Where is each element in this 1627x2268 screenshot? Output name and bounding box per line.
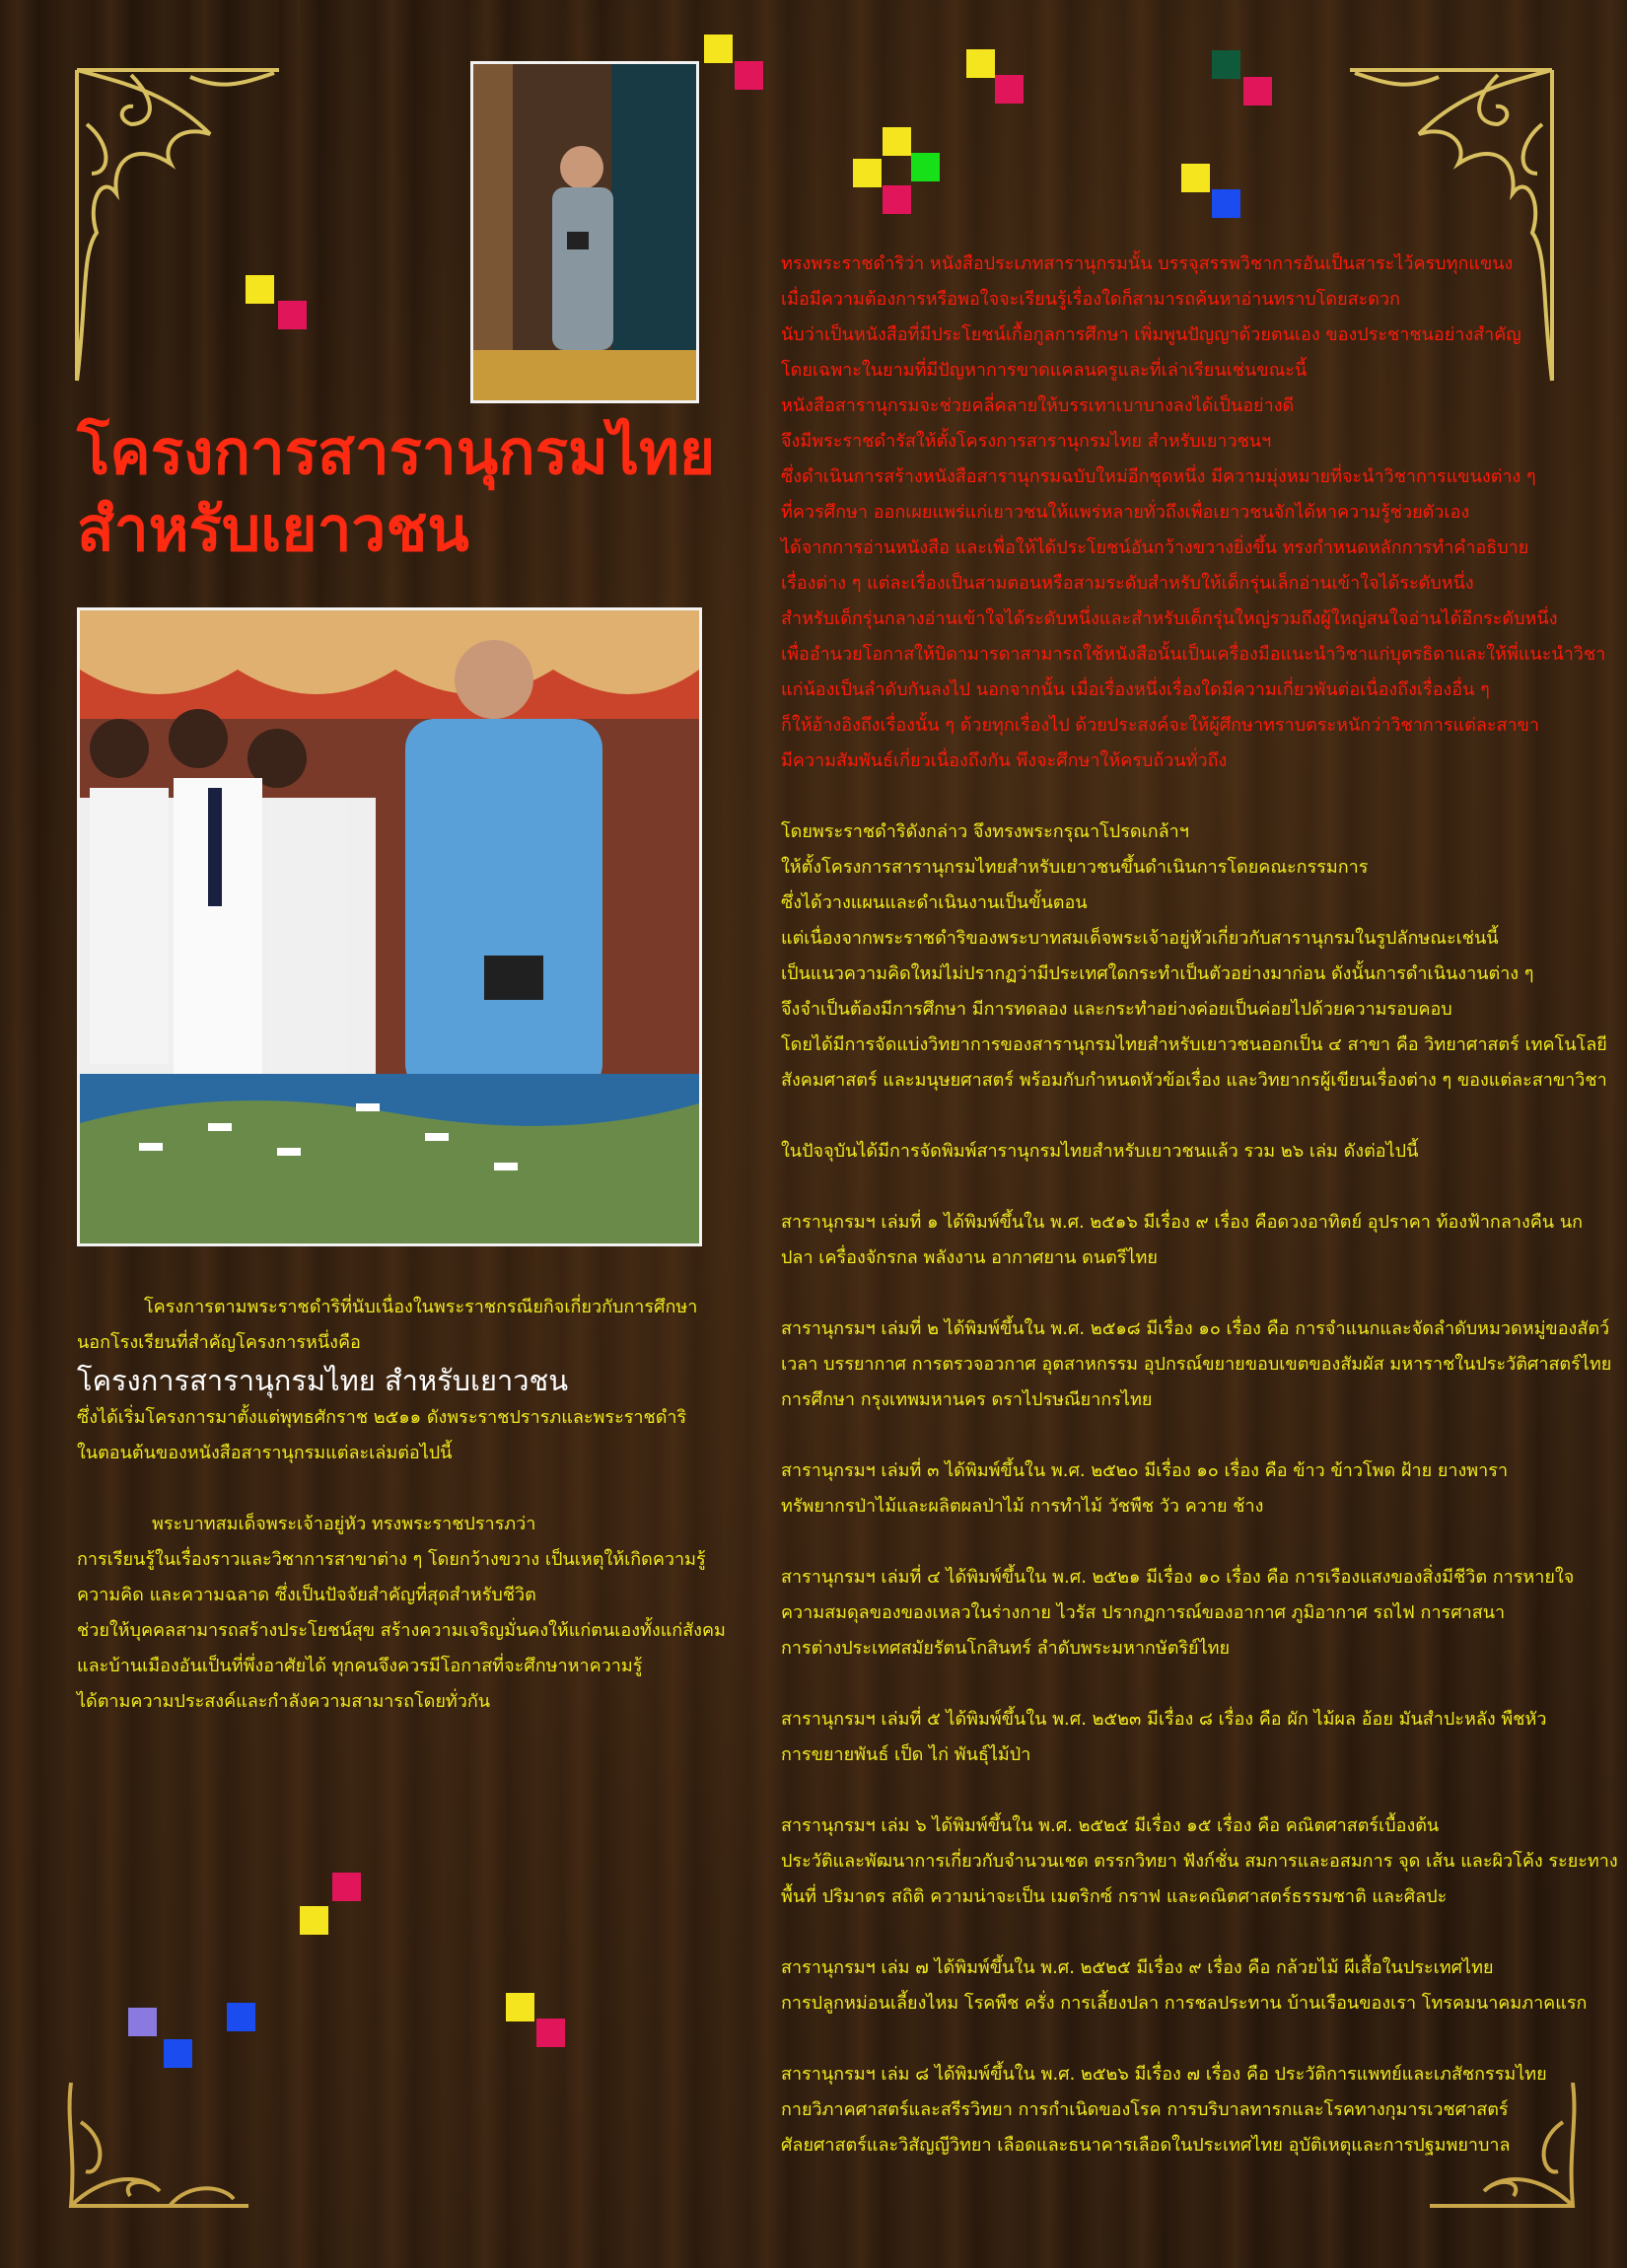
- volume-line: ประวัติและพัฒนาการเกี่ยวกับจำนวนเชต ตรรกวิทยา ฟังก์ชั่น สมการและอสมการ จุด เส้น และผิวโค้ง ระยะทาง: [781, 1851, 1618, 1872]
- volume-line: การขยายพันธ์ เป็ด ไก่ พันธุ์ไม้ป่า: [781, 1744, 1031, 1765]
- volume-line: สารานุกรมฯ เล่มที่ ๒ ได้พิมพ์ขึ้นใน พ.ศ. ๒๕๑๘ มีเรื่อง ๑๐ เรื่อง คือ การจำแนกและจัดลำดับหมวดหมู่ของสัตว์: [781, 1318, 1610, 1339]
- page-title-line1: โครงการสารานุกรมไทย: [77, 416, 716, 488]
- volume-line: ปลา เครื่องจักรกล พลังงาน อากาศยาน ดนตรีไทย: [781, 1247, 1158, 1268]
- corner-ornament-top-left: [72, 65, 284, 386]
- quote-line: ความคิด และความฉลาด ซึ่งเป็นปัจจัยสำคัญที่สุดสำหรับชีวิต: [77, 1585, 536, 1605]
- quote-line: และบ้านเมืองอันเป็นที่พึ่งอาศัยได้ ทุกคนจึงควรมีโอกาสที่จะศึกษาหาความรู้: [77, 1656, 643, 1676]
- quote-line: พระบาทสมเด็จพระเจ้าอยู่หัว ทรงพระราชปรารภว่า: [152, 1514, 536, 1534]
- red-text-line: นับว่าเป็นหนังสือที่มีประโยชน์เกื้อกูลการศึกษา เพิ่มพูนปัญญาด้วยตนเอง ของประชาชนอย่างสำคัญ: [781, 324, 1521, 345]
- decor-square: [1181, 164, 1210, 192]
- volume-entry: [781, 1311, 1612, 1418]
- decor-square: [853, 159, 882, 187]
- volume-entry: [781, 1702, 1599, 1773]
- volume-line: สารานุกรมฯ เล่มที่ ๑ ได้พิมพ์ขึ้นใน พ.ศ. ๒๕๑๖ มีเรื่อง ๙ เรื่อง คือดวงอาทิตย์ อุปราคา ท้องฟ้ากลางคืน นก: [781, 1212, 1584, 1233]
- yellow-text-line: โดยได้มีการจัดแบ่งวิทยาการของสารานุกรมไทยสำหรับเยาวชนออกเป็น ๔ สาขา คือ วิทยาศาสตร์ เทคโนโลยี: [781, 1034, 1607, 1055]
- red-text-line: เพื่ออำนวยโอกาสให้บิดามารดาสามารถใช้หนังสือนั้นเป็นเครื่องมือแนะนำวิชาแก่บุตรธิดาและให้พี่แนะนำวิชา: [781, 644, 1606, 665]
- volume-entry: [781, 2057, 1599, 2163]
- decor-square: [164, 2039, 192, 2068]
- decor-square: [332, 1873, 361, 1901]
- left-column-text: [77, 1290, 726, 1720]
- project-paragraph: [781, 815, 1607, 1099]
- decor-square: [1243, 77, 1272, 106]
- volume-line: ทรัพยากรป่าไม้และผลิตผลป่าไม้ การทำไม้ วัชพืช วัว ควาย ช้าง: [781, 1496, 1264, 1517]
- volume-line: สารานุกรมฯ เล่มที่ ๔ ได้พิมพ์ขึ้นใน พ.ศ. ๒๕๒๑ มีเรื่อง ๑๐ เรื่อง คือ การเรืองแสงของสิ่งมีชีวิต การหายใจ: [781, 1567, 1575, 1588]
- summary-line: ในปัจจุบันได้มีการจัดพิมพ์สารานุกรมไทยสำหรับเยาวชนแล้ว รวม ๒๖ เล่ม ดังต่อไปนี้: [781, 1141, 1419, 1162]
- volume-line: สารานุกรมฯ เล่ม ๗ ได้พิมพ์ขึ้นใน พ.ศ. ๒๕๒๕ มีเรื่อง ๙ เรื่อง คือ กล้วยไม้ ผีเสื้อในประเทศไทย: [781, 1957, 1494, 1978]
- yellow-text-line: ซึ่งได้วางแผนและดำเนินงานเป็นขั้นตอน: [781, 892, 1088, 913]
- volume-line: สารานุกรมฯ เล่มที่ ๕ ได้พิมพ์ขึ้นใน พ.ศ. ๒๕๒๓ มีเรื่อง ๘ เรื่อง คือ ผัก ไม้ผล อ้อย มันสำปะหลัง พืชหัว: [781, 1709, 1547, 1730]
- decor-square: [995, 75, 1024, 104]
- decor-square: [227, 2003, 255, 2031]
- yellow-text-line: แต่เนื่องจากพระราชดำริของพระบาทสมเด็จพระเจ้าอยู่หัวเกี่ยวกับสารานุกรมในรูปลักษณะเช่นนี้: [781, 928, 1499, 949]
- red-text-line: ทรงพระราชดำริว่า หนังสือประเภทสารานุกรมนั้น บรรจุสรรพวิชาการอันเป็นสาระไว้ครบทุกแขนง: [781, 253, 1514, 274]
- decor-square: [1212, 189, 1240, 218]
- decor-square: [506, 1993, 534, 2021]
- volume-line: การปลูกหม่อนเลี้ยงไหม โรคพืช ครั่ง การเลี้ยงปลา การชลประทาน บ้านเรือนของเรา โทรคมนาคมภาคแรก: [781, 1993, 1588, 2014]
- quote-line: ได้ตามความประสงค์และกำลังความสามารถโดยทั่วกัน: [77, 1691, 491, 1712]
- volume-line: การต่างประเทศสมัยรัตนโกสินทร์ ลำดับพระมหากษัตริย์ไทย: [781, 1638, 1231, 1659]
- red-text-line: ที่ควรศึกษา ออกเผยแพร่แก่เยาวชนให้แพร่หลายทั่วถึงเพื่อเยาวชนจักได้หาความรู้ช่วยตัวเอง: [781, 502, 1470, 523]
- decor-square: [966, 49, 995, 78]
- yellow-text-line: เป็นแนวความคิดใหม่ไม่ปรากฏว่ามีประเทศใดกระทำเป็นตัวอย่างมาก่อน ดังนั้นการดำเนินงานต่าง ๆ: [781, 963, 1534, 984]
- decor-square: [911, 153, 940, 181]
- decor-square: [883, 185, 911, 214]
- red-text-line: ได้จากการอ่านหนังสือ และเพื่อให้ได้ประโยชน์อันกว้างขวางยิ่งขึ้น ทรงกำหนดหลักการทำคำอธิบาย: [781, 537, 1529, 558]
- decor-square: [704, 35, 733, 63]
- volume-line: พื้นที่ ปริมาตร สถิติ ความน่าจะเป็น เมตริกซ์ กราฟ และคณิตศาสตร์ธรรมชาติ และศิลปะ: [781, 1886, 1448, 1907]
- volume-line: สารานุกรมฯ เล่ม ๘ ได้พิมพ์ขึ้นใน พ.ศ. ๒๕๒๖ มีเรื่อง ๗ เรื่อง คือ ประวัติการแพทย์และเภสัชกรรมไทย: [781, 2064, 1547, 2085]
- red-text-line: แก่น้องเป็นลำดับกันลงไป นอกจากนั้น เมื่อเรื่องหนึ่งเรื่องใดมีความเกี่ยวพันต่อเนื่องถึงเรื่องอื่น ๆ: [781, 679, 1490, 700]
- volume-list: [781, 1205, 1618, 2163]
- summary-paragraph: [781, 1134, 1599, 1169]
- decor-square: [300, 1906, 328, 1935]
- right-column-text: [781, 247, 1618, 2199]
- volume-line: การศึกษา กรุงเทพมหานคร ดราไปรษณียากรไทย: [781, 1389, 1153, 1410]
- quote-line: ช่วยให้บุคคลสามารถสร้างประโยชน์สุข สร้างความเจริญมั่นคงให้แก่ตนเองทั้งแก่สังคม: [77, 1620, 726, 1641]
- red-text-line: หนังสือสารานุกรมจะช่วยคลี่คลายให้บรรเทาเบาบางลงได้เป็นอย่างดี: [781, 395, 1295, 416]
- page-title: [77, 414, 715, 568]
- volume-line: สารานุกรมฯ เล่มที่ ๓ ได้พิมพ์ขึ้นใน พ.ศ. ๒๕๒๐ มีเรื่อง ๑๐ เรื่อง คือ ข้าว ข้าวโพด ฝ้าย ยางพารา: [781, 1460, 1509, 1481]
- intro-line: ซึ่งได้เริ่มโครงการมาตั้งแต่พุทธศักราช ๒๕๑๑ ดังพระราชปรารภและพระราชดำริ: [77, 1407, 687, 1428]
- volume-line: สารานุกรมฯ เล่ม ๖ ได้พิมพ์ขึ้นใน พ.ศ. ๒๕๒๕ มีเรื่อง ๑๕ เรื่อง คือ คณิตศาสตร์เบื้องต้น: [781, 1815, 1440, 1836]
- decor-square: [883, 127, 911, 156]
- corner-ornament-bottom-left: [61, 2083, 253, 2216]
- volume-line: ความสมดุลของของเหลวในร่างกาย ไวรัส ปรากฏการณ์ของอากาศ ภูมิอากาศ รถไฟ การศาสนา: [781, 1602, 1506, 1623]
- volume-entry: [781, 1205, 1599, 1276]
- red-text-line: ซึ่งดำเนินการสร้างหนังสือสารานุกรมฉบับใหม่อีกชุดหนึ่ง มีความมุ่งหมายที่จะนำวิชาการแขนงต่าง ๆ: [781, 466, 1536, 487]
- decor-square: [1212, 50, 1240, 79]
- volume-line: เวลา บรรยากาศ การตรวจอวกาศ อุตสาหกรรม อุปกรณ์ขยายขอบเขตของสัมผัส มหาราชในประวัติศาสตร์ไทย: [781, 1354, 1612, 1375]
- volume-entry: [781, 1560, 1599, 1666]
- decor-square: [536, 2019, 565, 2047]
- intro-line: ในตอนต้นของหนังสือสารานุกรมแต่ละเล่มต่อไปนี้: [77, 1443, 453, 1463]
- project-highlight: โครงการสารานุกรมไทย สำหรับเยาวชน: [77, 1364, 569, 1397]
- yellow-text-line: สังคมศาสตร์ และมนุษยศาสตร์ พร้อมกับกำหนดหัวข้อเรื่อง และวิทยากรผู้เขียนเรื่องต่าง ๆ ของแต่ละสาขาวิชา: [781, 1070, 1607, 1091]
- red-text-line: สำหรับเด็กรุ่นกลางอ่านเข้าใจได้ระดับหนึ่งและสำหรับเด็กรุ่นใหญ่รวมถึงผู้ใหญ่สนใจอ่านได้อีกระดับหนึ่ง: [781, 608, 1558, 629]
- intro-line: โครงการตามพระราชดำริที่นับเนื่องในพระราชกรณียกิจเกี่ยวกับการศึกษา: [144, 1297, 698, 1317]
- red-text-line: โดยเฉพาะในยามที่มีปัญหาการขาดแคลนครูและที่เล่าเรียนเช่นขณะนี้: [781, 360, 1308, 381]
- yellow-text-line: ให้ตั้งโครงการสารานุกรมไทยสำหรับเยาวชนขึ้นดำเนินการโดยคณะกรรมการ: [781, 857, 1369, 878]
- decor-square: [735, 61, 763, 90]
- quote-line: การเรียนรู้ในเรื่องราวและวิชาการสาขาต่าง ๆ โดยกว้างขวาง เป็นเหตุให้เกิดความรู้: [77, 1549, 706, 1570]
- volume-entry: [781, 1950, 1599, 2021]
- red-text-line: เมื่อมีความต้องการหรือพอใจจะเรียนรู้เรื่องใดก็สามารถค้นหาอ่านทราบโดยสะดวก: [781, 289, 1400, 310]
- volume-line: กายวิภาคศาสตร์และสรีรวิทยา การกำเนิดของโรค การบริบาลทารกและโรคทางกุมารเวชศาสตร์: [781, 2099, 1509, 2120]
- yellow-text-line: โดยพระราชดำริดังกล่าว จึงทรงพระกรุณาโปรดเกล้าฯ: [781, 821, 1189, 842]
- page-title-line2: สำหรับเยาวชน: [77, 493, 469, 565]
- volume-entry: [781, 1808, 1618, 1915]
- volume-entry: [781, 1453, 1599, 1524]
- decor-square: [128, 2008, 157, 2036]
- volume-line: ศัลยศาสตร์และวิสัญญีวิทยา เลือดและธนาคารเลือดในประเทศไทย อุบัติเหตุและการปฐมพยาบาล: [781, 2135, 1511, 2156]
- red-text-line: จึงมีพระราชดำรัสให้ตั้งโครงการสารานุกรมไทย สำหรับเยาวชนฯ: [781, 431, 1272, 452]
- royal-idea-paragraph: [781, 247, 1606, 779]
- red-text-line: เรื่องต่าง ๆ แต่ละเรื่องเป็นสามตอนหรือสามระดับสำหรับให้เด็กรุ่นเล็กอ่านเข้าใจได้ระดับหนึ่ง: [781, 573, 1474, 594]
- photo-king-with-students: [77, 607, 702, 1246]
- red-text-line: ก็ให้อ้างอิงถึงเรื่องนั้น ๆ ด้วยทุกเรื่องไป ด้วยประสงค์จะให้ผู้ศึกษาทราบตระหนักว่าวิชาการแต่ละสาขา: [781, 715, 1540, 736]
- yellow-text-line: จึงจำเป็นต้องมีการศึกษา มีการทดลอง และกระทำอย่างค่อยเป็นค่อยไปด้วยความรอบคอบ: [781, 999, 1452, 1020]
- intro-line: นอกโรงเรียนที่สำคัญโครงการหนึ่งคือ: [77, 1332, 361, 1353]
- photo-king-pavilion: [470, 61, 699, 403]
- red-text-line: มีความสัมพันธ์เกี่ยวเนื่องถึงกัน พึงจะศึกษาให้ครบถ้วนทั่วถึง: [781, 750, 1228, 771]
